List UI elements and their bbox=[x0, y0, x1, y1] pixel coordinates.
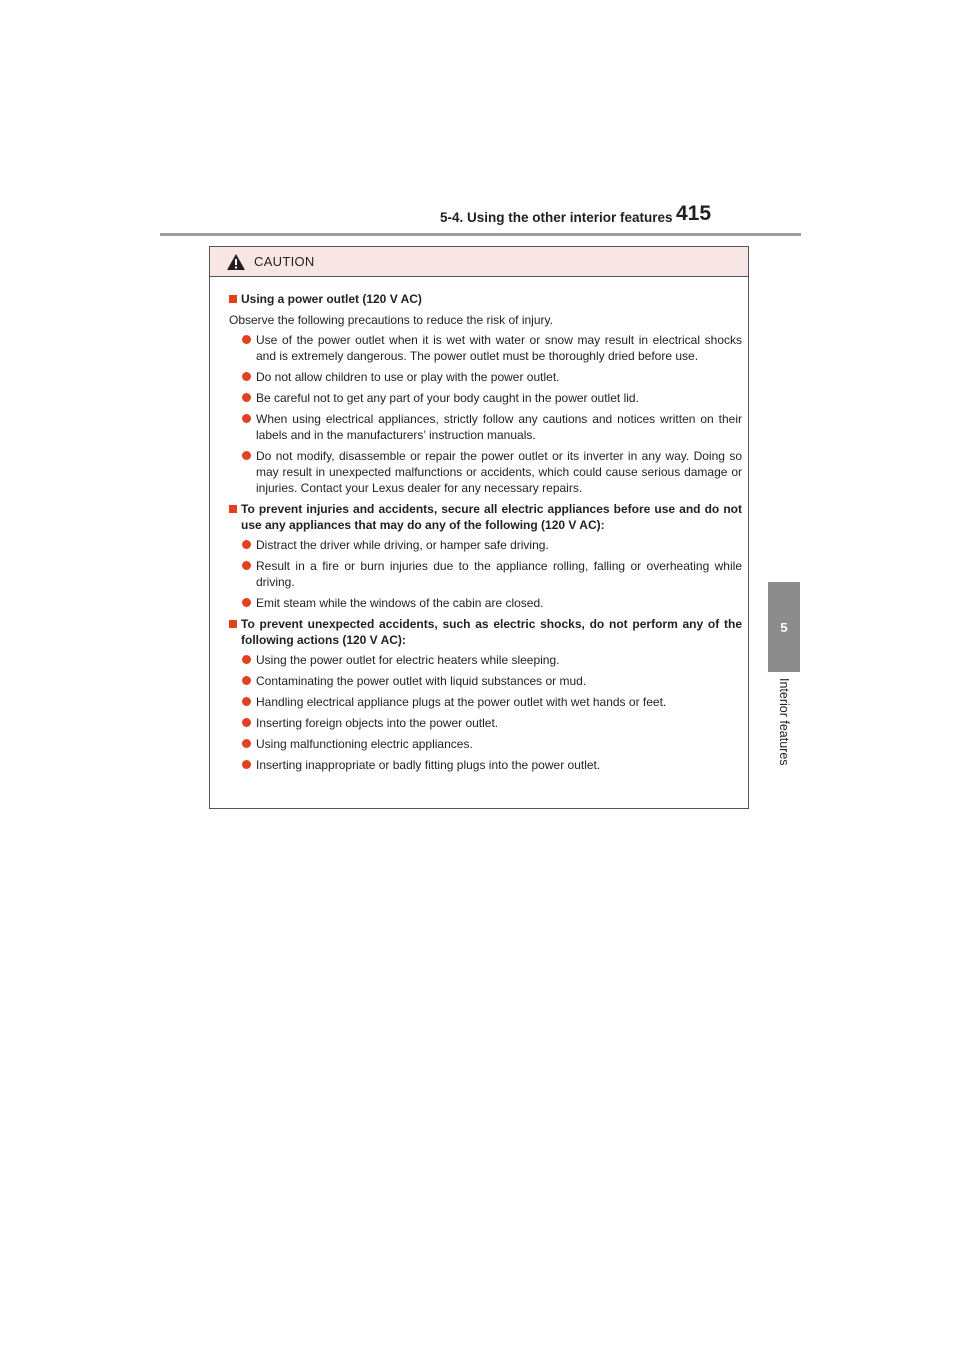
section-heading bbox=[229, 501, 742, 533]
bullet-list bbox=[229, 652, 742, 773]
caution-section bbox=[229, 616, 742, 773]
round-bullet-icon bbox=[242, 561, 251, 570]
list-item-text: Inserting foreign objects into the power outlet. bbox=[256, 716, 499, 730]
round-bullet-icon bbox=[242, 451, 251, 460]
section-heading-text: Using a power outlet (120 V AC) bbox=[241, 292, 422, 306]
section-intro: Observe the following precautions to reduce the risk of injury. bbox=[229, 313, 553, 327]
round-bullet-icon bbox=[242, 335, 251, 344]
list-item-text: Using the power outlet for electric heaters while sleeping. bbox=[256, 653, 560, 667]
bullet-list bbox=[229, 332, 742, 496]
header-rule bbox=[160, 233, 801, 236]
caution-label: CAUTION bbox=[254, 254, 315, 269]
list-item-text: Use of the power outlet when it is wet with water or snow may result in electrical shocks and is extremely dangerous. The power outlet must be thoroughly dried before use. bbox=[256, 333, 742, 363]
list-item-text: Contaminating the power outlet with liquid substances or mud. bbox=[256, 674, 587, 688]
list-item-text: Inserting inappropriate or badly fitting plugs into the power outlet. bbox=[256, 758, 601, 772]
list-item bbox=[242, 736, 742, 752]
round-bullet-icon bbox=[242, 655, 251, 664]
page-number: 415 bbox=[676, 202, 712, 225]
list-item-text: Do not allow children to use or play with the power outlet. bbox=[256, 370, 560, 384]
list-item-text: Do not modify, disassemble or repair the power outlet or its inverter in any way. Doing so may result in unexpected malfunctions or accidents, which could cause serious damage or injuries. Contact your Lexus dealer for any necessary repairs. bbox=[256, 449, 742, 495]
square-bullet-icon bbox=[229, 620, 237, 628]
list-item bbox=[242, 757, 742, 773]
list-item bbox=[242, 390, 742, 406]
section-heading-text: To prevent injuries and accidents, secure all electric appliances before use and do not use any appliances that may do any of the following (120 V AC): bbox=[241, 502, 742, 532]
list-item-text: Handling electrical appliance plugs at the power outlet with wet hands or feet. bbox=[256, 695, 667, 709]
list-item bbox=[242, 652, 742, 668]
list-item-text: Be careful not to get any part of your body caught in the power outlet lid. bbox=[256, 391, 639, 405]
list-item-text: Result in a fire or burn injuries due to the appliance rolling, falling or overheating while driving. bbox=[256, 559, 742, 589]
round-bullet-icon bbox=[242, 760, 251, 769]
chapter-tab-title: Interior features bbox=[777, 678, 791, 766]
round-bullet-icon bbox=[242, 540, 251, 549]
square-bullet-icon bbox=[229, 505, 237, 513]
bullet-list bbox=[229, 537, 742, 611]
caution-box bbox=[209, 246, 749, 809]
round-bullet-icon bbox=[242, 598, 251, 607]
list-item bbox=[242, 537, 742, 553]
chapter-tab-number: 5 bbox=[768, 582, 800, 672]
caution-header bbox=[210, 247, 748, 277]
list-item bbox=[242, 332, 742, 364]
list-item bbox=[242, 595, 742, 611]
caution-body bbox=[210, 277, 748, 773]
list-item bbox=[242, 694, 742, 710]
list-item bbox=[242, 558, 742, 590]
section-heading bbox=[229, 616, 742, 648]
list-item-text: When using electrical appliances, strictly follow any cautions and notices written on their labels and in the manufacturers’ instruction manuals. bbox=[256, 412, 742, 442]
round-bullet-icon bbox=[242, 676, 251, 685]
list-item bbox=[242, 369, 742, 385]
round-bullet-icon bbox=[242, 414, 251, 423]
caution-section bbox=[229, 291, 742, 496]
section-heading bbox=[229, 291, 742, 307]
list-item bbox=[242, 715, 742, 731]
round-bullet-icon bbox=[242, 697, 251, 706]
list-item bbox=[242, 673, 742, 689]
section-heading-text: To prevent unexpected accidents, such as electric shocks, do not perform any of the following actions (120 V AC): bbox=[241, 617, 742, 647]
round-bullet-icon bbox=[242, 718, 251, 727]
list-item-text: Emit steam while the windows of the cabin are closed. bbox=[256, 596, 544, 610]
list-item-text: Using malfunctioning electric appliances. bbox=[256, 737, 473, 751]
list-item-text: Distract the driver while driving, or hamper safe driving. bbox=[256, 538, 549, 552]
round-bullet-icon bbox=[242, 739, 251, 748]
round-bullet-icon bbox=[242, 393, 251, 402]
round-bullet-icon bbox=[242, 372, 251, 381]
warning-triangle-icon bbox=[226, 253, 246, 271]
list-item bbox=[242, 448, 742, 496]
running-header-title: 5-4. Using the other interior features bbox=[440, 210, 673, 225]
list-item bbox=[242, 411, 742, 443]
caution-section bbox=[229, 501, 742, 611]
square-bullet-icon bbox=[229, 295, 237, 303]
